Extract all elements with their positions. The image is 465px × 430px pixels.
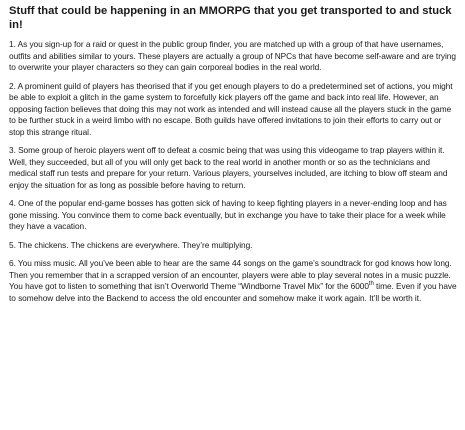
list-item-6-text-before: 6. You miss music. All you’ve been able to hear are the same 44 songs on the game’s soundtrack for god knows how long. Then you remember that in a scrapped version of an encounter, players were able to play several notes in a music puzzle. You have got to listen to something that isn’t Overworld Theme “Windborne Travel Mix” for the 6000 [9,258,452,291]
document-title: Stuff that could be happening in an MMORPG that you get transported to and stuck in! [9,5,452,31]
list-item-6-text-after: time. Even if you have to somehow delve into the Backend to access the old encounter and somehow make it work again. It’ll be worth it. [9,281,457,303]
list-item-6 [9,258,457,304]
ordinal-suffix: th [368,281,374,288]
list-item-2: 2. A prominent guild of players has theorised that if you get enough players to do a predetermined set of actions, you might be able to exploit a glitch in the game system to forcefully kick players off the game and back into real life. However, an opposing faction believes that doing this may not work as intended and will instead cause all the players stuck in the game to be further stuck in a weird limbo with no escape. Both guilds have offered invitations to join their efforts to carry out or stop this strange ritual. [9,80,453,137]
list-item-1: 1. As you sign-up for a raid or quest in the public group finder, you are matched up with a group of that have usernames, outfits and abilities similar to yours. These players are actually a group of NPCs that have become self-aware and are trying to overwrite your player characters so they can gain corporeal bodies in the real world. [9,39,456,72]
list-item-3: 3. Some group of heroic players went off to defeat a cosmic being that was using this videogame to trap players within it. Well, they succeeded, but all of you will only get back to the real world in another month or so as the technicians and medical staff run tests and prepare for your return. Various players, yourselves included, are itching to blow off steam and enjoy the situation for as long as possible before having to return. [9,145,448,190]
list-item-4: 4. One of the popular end-game bosses has gotten sick of having to keep fighting players in a never-ending loop and has gone missing. You convince them to come back eventually, but in exchange you have to take their place for a week while they have a vacation. [9,198,447,231]
list-item-5: 5. The chickens. The chickens are everywhere. They’re multiplying. [9,239,253,250]
